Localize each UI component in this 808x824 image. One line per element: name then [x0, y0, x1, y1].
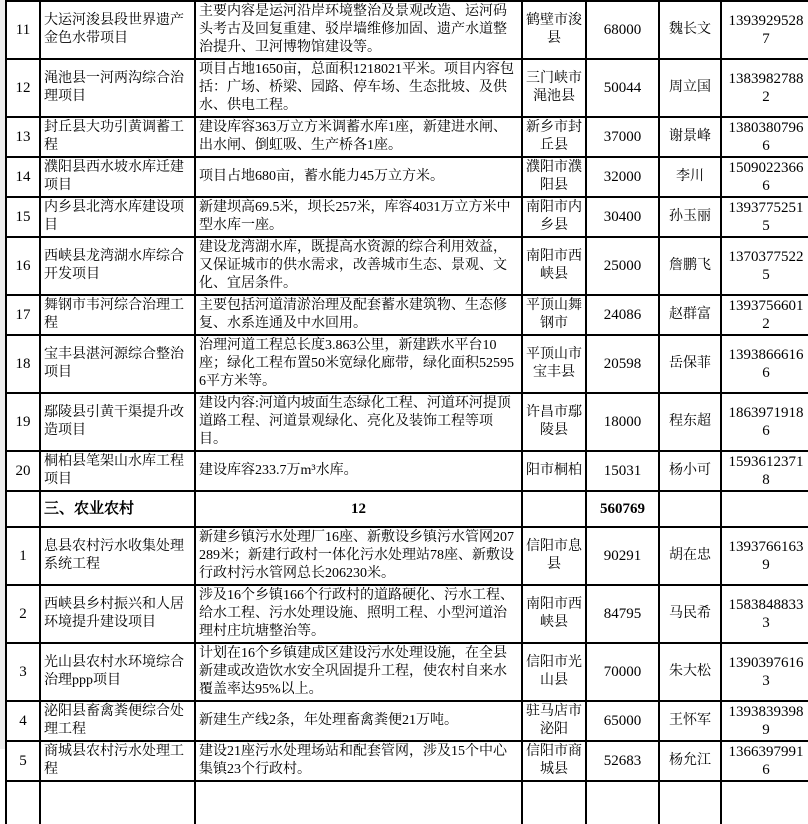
phone-number-cell: 13938666166: [721, 335, 808, 393]
table-row: [6, 295, 808, 335]
table-row: [6, 393, 808, 451]
phone-number-cell: 13839827882: [721, 59, 808, 117]
section-count-cell: 12: [195, 491, 522, 527]
row-number-cell: 1: [6, 527, 40, 585]
row-number-cell: 11: [6, 1, 40, 59]
table-row: [6, 197, 808, 237]
phone-number-cell: 13937752515: [721, 197, 808, 237]
contact-name-cell: 赵群富: [659, 295, 721, 335]
row-number-cell: 2: [6, 585, 40, 643]
location-cell: 平顶山市宝丰县: [522, 335, 586, 393]
phone-number-cell: 13938393989: [721, 701, 808, 741]
investment-amount-cell: 68000: [586, 1, 659, 59]
table-row: [6, 585, 808, 643]
location-cell: 南阳市内乡县: [522, 197, 586, 237]
row-number-cell: 19: [6, 393, 40, 451]
table-row: [6, 741, 808, 781]
investment-amount-cell: 70000: [586, 643, 659, 701]
project-name-cell: [40, 781, 195, 824]
location-cell: 鹤壁市浚县: [522, 1, 586, 59]
phone-number-cell: 18639719186: [721, 393, 808, 451]
table-row: [6, 237, 808, 295]
table-row: [6, 117, 808, 157]
location-cell: 南阳市西峡县: [522, 237, 586, 295]
location-cell: [522, 491, 586, 527]
contact-name-cell: 周立国: [659, 59, 721, 117]
project-name-cell: 息县农村污水收集处理系统工程: [40, 527, 195, 585]
section-total-cell: 560769: [586, 491, 659, 527]
project-content-cell: 治理河道工程总长度3.863公里，新建跌水平台10座；绿化工程布置50米宽绿化廊带，绿化面积525956平方米等。: [195, 335, 522, 393]
investment-amount-cell: 52683: [586, 741, 659, 781]
investment-amount-cell: 84795: [586, 585, 659, 643]
location-cell: 新乡市封丘县: [522, 117, 586, 157]
project-name-cell: 西峡县乡村振兴和人居环境提升建设项目: [40, 585, 195, 643]
project-content-cell: 主要内容是运河沿岸环境整治及景观改造、运河码头考古及回复重建、驳岸墙维修加固、遗产水道整治提升、卫河博物馆建设等。: [195, 1, 522, 59]
project-content-cell: [195, 781, 522, 824]
phone-number-cell: 13803807966: [721, 117, 808, 157]
project-name-cell: 商城县农村污水处理工程: [40, 741, 195, 781]
table-row: [6, 1, 808, 59]
project-content-cell: 计划在16个乡镇建成区建设污水处理设施，在全县新建或改造饮水安全巩固提升工程，使农村自来水覆盖率达95%以上。: [195, 643, 522, 701]
location-cell: 平顶山舞钢市: [522, 295, 586, 335]
project-content-cell: 新建乡镇污水处理厂16座、新敷设乡镇污水管网207289米；新建行政村一体化污水处理站78座、新敷设行政村污水管网总长206230米。: [195, 527, 522, 585]
row-number-cell: 15: [6, 197, 40, 237]
project-name-cell: 内乡县北湾水库建设项目: [40, 197, 195, 237]
location-cell: 信阳市光山县: [522, 643, 586, 701]
contact-name-cell: 詹鹏飞: [659, 237, 721, 295]
project-name-cell: 鄢陵县引黄干渠提升改造项目: [40, 393, 195, 451]
project-content-cell: 新建生产线2条，年处理畜禽粪便21万吨。: [195, 701, 522, 741]
table-sheet: [5, 0, 808, 824]
phone-number-cell: [721, 781, 808, 824]
contact-name-cell: 岳保菲: [659, 335, 721, 393]
investment-amount-cell: 65000: [586, 701, 659, 741]
investment-amount-cell: 25000: [586, 237, 659, 295]
location-cell: 许昌市鄢陵县: [522, 393, 586, 451]
table-row: [6, 527, 808, 585]
table-row: [6, 701, 808, 741]
phone-number-cell: 13703775225: [721, 237, 808, 295]
location-cell: 三门峡市渑池县: [522, 59, 586, 117]
location-cell: 驻马店市泌阳: [522, 701, 586, 741]
project-content-cell: 建设21座污水处理场站和配套管网，涉及15个中心集镇23个行政村。: [195, 741, 522, 781]
contact-name-cell: 马民希: [659, 585, 721, 643]
row-number-cell: 3: [6, 643, 40, 701]
table-row: [6, 335, 808, 393]
phone-number-cell: [721, 491, 808, 527]
project-name-cell: 濮阳县西水坡水库迁建项目: [40, 157, 195, 197]
investment-amount-cell: 37000: [586, 117, 659, 157]
location-cell: 濮阳市濮阳县: [522, 157, 586, 197]
clipped-partial-row: [6, 781, 808, 824]
section-title-cell: 三、农业农村: [40, 491, 195, 527]
location-cell: [522, 781, 586, 824]
project-name-cell: 封丘县大功引黄调蓄工程: [40, 117, 195, 157]
row-number-cell: 4: [6, 701, 40, 741]
projects-table: [5, 0, 808, 824]
contact-name-cell: [659, 491, 721, 527]
row-number-cell: [6, 781, 40, 824]
contact-name-cell: 王怀军: [659, 701, 721, 741]
project-name-cell: 渑池县一河两沟综合治理项目: [40, 59, 195, 117]
row-number-cell: 16: [6, 237, 40, 295]
row-number-cell: 13: [6, 117, 40, 157]
project-content-cell: 建设库容233.7万m³水库。: [195, 451, 522, 491]
contact-name-cell: 朱大松: [659, 643, 721, 701]
contact-name-cell: 杨允江: [659, 741, 721, 781]
section-header-row: [6, 491, 808, 527]
project-content-cell: 项目占地1650亩，总面积1218021平米。项目内容包括：广场、桥梁、园路、停车场、生态批坡、及供水、供电工程。: [195, 59, 522, 117]
investment-amount-cell: 50044: [586, 59, 659, 117]
row-number-cell: 20: [6, 451, 40, 491]
contact-name-cell: 李川: [659, 157, 721, 197]
phone-number-cell: 15838488333: [721, 585, 808, 643]
contact-name-cell: 谢景峰: [659, 117, 721, 157]
location-cell: 信阳市息县: [522, 527, 586, 585]
contact-name-cell: 魏长文: [659, 1, 721, 59]
investment-amount-cell: 30400: [586, 197, 659, 237]
investment-amount-cell: [586, 781, 659, 824]
contact-name-cell: 孙玉丽: [659, 197, 721, 237]
contact-name-cell: 杨小可: [659, 451, 721, 491]
phone-number-cell: 13937566012: [721, 295, 808, 335]
investment-amount-cell: 18000: [586, 393, 659, 451]
row-number-cell: [6, 491, 40, 527]
investment-amount-cell: 24086: [586, 295, 659, 335]
row-number-cell: 14: [6, 157, 40, 197]
investment-amount-cell: 90291: [586, 527, 659, 585]
contact-name-cell: [659, 781, 721, 824]
project-content-cell: 项目占地680亩，蓄水能力45万立方米。: [195, 157, 522, 197]
project-name-cell: 大运河浚县段世界遗产金色水带项目: [40, 1, 195, 59]
project-name-cell: 桐柏县笔架山水库工程项目: [40, 451, 195, 491]
project-content-cell: 新建坝高69.5米，坝长257米，库容4031万立方米中型水库一座。: [195, 197, 522, 237]
table-row: [6, 643, 808, 701]
location-cell: 阳市桐柏: [522, 451, 586, 491]
project-name-cell: 舞钢市韦河综合治理工程: [40, 295, 195, 335]
project-name-cell: 光山县农村水环境综合治理ppp项目: [40, 643, 195, 701]
phone-number-cell: 15090223666: [721, 157, 808, 197]
phone-number-cell: 15936123718: [721, 451, 808, 491]
project-content-cell: 涉及16个乡镇166个行政村的道路硬化、污水工程、给水工程、污水处理设施、照明工程、小型河道治理村庄坑塘整治等。: [195, 585, 522, 643]
project-content-cell: 建设库容363万立方米调蓄水库1座，新建进水闸、出水闸、倒虹吸、生产桥各1座。: [195, 117, 522, 157]
row-number-cell: 17: [6, 295, 40, 335]
investment-amount-cell: 15031: [586, 451, 659, 491]
project-name-cell: 泌阳县畜禽粪便综合处理工程: [40, 701, 195, 741]
phone-number-cell: 13663979916: [721, 741, 808, 781]
row-number-cell: 12: [6, 59, 40, 117]
phone-number-cell: 13937661639: [721, 527, 808, 585]
location-cell: 信阳市商城县: [522, 741, 586, 781]
contact-name-cell: 程东超: [659, 393, 721, 451]
project-name-cell: 西峡县龙湾湖水库综合开发项目: [40, 237, 195, 295]
row-number-cell: 18: [6, 335, 40, 393]
project-content-cell: 主要包括河道清淤治理及配套蓄水建筑物、生态修复、水系连通及中水回用。: [195, 295, 522, 335]
table-row: [6, 157, 808, 197]
phone-number-cell: 13939295287: [721, 1, 808, 59]
project-content-cell: 建设龙湾湖水库，既提高水资源的综合利用效益，又保证城市的供水需求，改善城市生态、景观、文化、宜居条件。: [195, 237, 522, 295]
table-row: [6, 451, 808, 491]
row-number-cell: 5: [6, 741, 40, 781]
table-row: [6, 59, 808, 117]
projects-table-body: [6, 1, 808, 824]
project-content-cell: 建设内容:河道内坡面生态绿化工程、河道环河提顶道路工程、河道景观绿化、亮化及装饰工程等项目。: [195, 393, 522, 451]
investment-amount-cell: 20598: [586, 335, 659, 393]
project-name-cell: 宝丰县湛河源综合整治项目: [40, 335, 195, 393]
contact-name-cell: 胡在忠: [659, 527, 721, 585]
phone-number-cell: 13903976163: [721, 643, 808, 701]
location-cell: 南阳市西峡县: [522, 585, 586, 643]
investment-amount-cell: 32000: [586, 157, 659, 197]
